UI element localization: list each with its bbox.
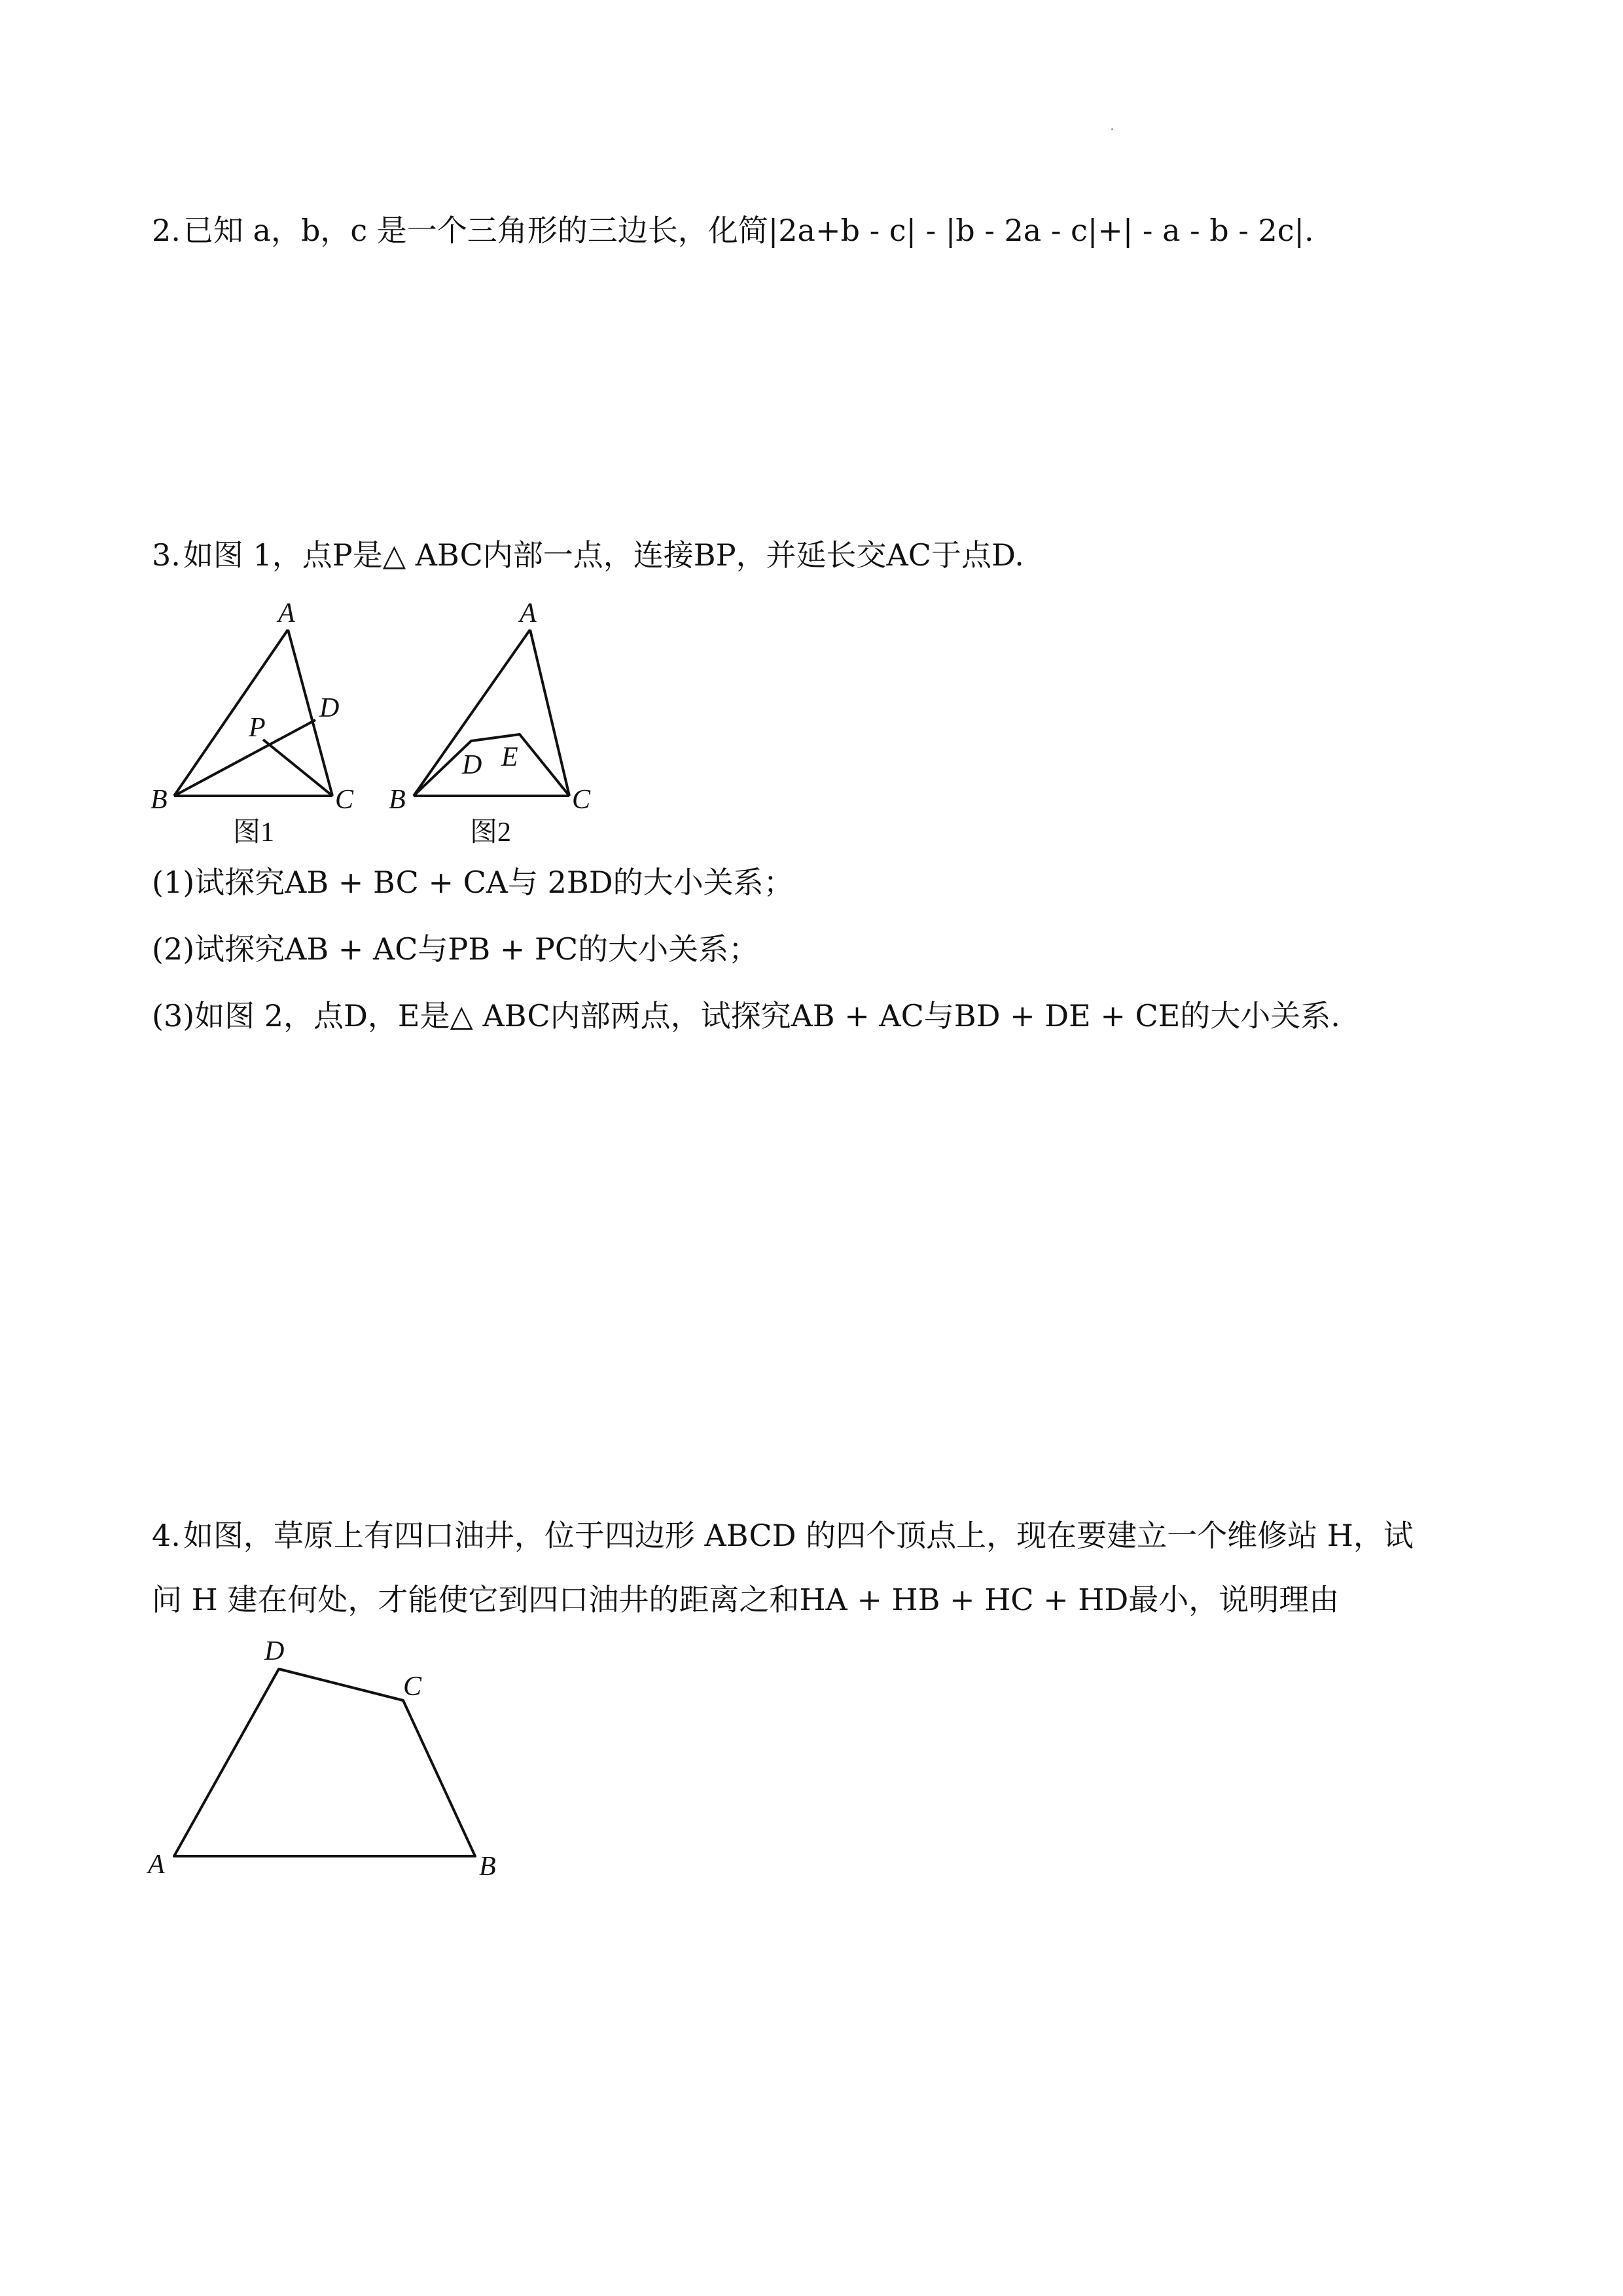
- figure-1: [144, 589, 380, 851]
- quad-label-c: C: [403, 1672, 422, 1702]
- fig1-label-p: P: [249, 713, 266, 743]
- stray-dot: [1111, 128, 1113, 130]
- quad-label-d: D: [264, 1636, 285, 1666]
- fig2-label-a: A: [520, 598, 537, 628]
- segment-ab: [174, 630, 288, 796]
- segment-pc: [263, 740, 332, 796]
- figure-2: [380, 589, 615, 851]
- question-3-stem: [152, 535, 1024, 575]
- question-2: [152, 211, 1314, 250]
- fig1-label-b: B: [151, 785, 168, 815]
- question-2-number: 2.: [152, 213, 181, 248]
- fig1-label-c: C: [335, 785, 354, 815]
- fig1-label-a: A: [278, 598, 295, 628]
- question-3-part-3: (3)如图 2，点D，E是△ ABC内部两点，试探究AB + AC与BD + DE + CE的大小关系.: [152, 998, 1340, 1033]
- fig1-caption: 图1: [233, 817, 275, 848]
- fig2-label-b: B: [389, 785, 406, 815]
- question-3-part-1: (1)试探究AB + BC + CA与 2BD的大小关系；: [152, 865, 794, 900]
- quad-label-b: B: [479, 1852, 496, 1882]
- path-bdec: [414, 734, 569, 796]
- quadrilateral-figure: [144, 1630, 537, 1892]
- question-4-number: 4.: [152, 1518, 181, 1553]
- quadrilateral-abcd: [174, 1669, 475, 1856]
- question-3-part-2: (2)试探究AB + AC与PB + PC的大小关系；: [152, 931, 759, 967]
- quad-label-a: A: [148, 1850, 165, 1880]
- question-3-number: 3.: [152, 537, 181, 573]
- fig2-label-d: D: [462, 750, 482, 780]
- question-4-text-1: 如图，草原上有四口油井，位于四边形 ABCD 的四个顶点上，现在要建立一个维修站 H，试: [183, 1518, 1414, 1553]
- fig1-label-d: D: [319, 693, 340, 723]
- fig2-label-c: C: [572, 785, 591, 815]
- fig2-caption: 图2: [470, 817, 512, 848]
- segment-bd: [174, 720, 315, 796]
- fig2-label-e: E: [501, 742, 518, 772]
- question-4-line-2: 问 H 建在何处，才能使它到四口油井的距离之和HA + HB + HC + HD最小，说明理由: [152, 1582, 1340, 1617]
- question-2-text: 已知 a，b，c 是一个三角形的三边长，化简|2a+b - c| - |b - 2a - c|+| - a - b - 2c|.: [183, 213, 1314, 248]
- question-3-stem-text: 如图 1，点P是△ ABC内部一点，连接BP，并延长交AC于点D.: [183, 537, 1024, 573]
- question-4-line-1: [152, 1516, 1414, 1555]
